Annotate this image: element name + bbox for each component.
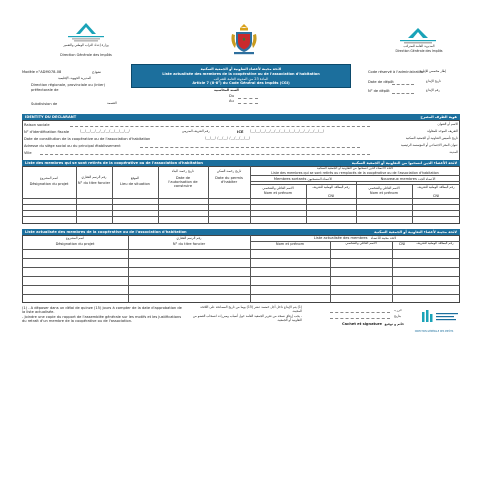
updated-cni: CNI — [398, 242, 406, 246]
section-updated-title: Liste actualisée des membres de la coopérative ou de l'association d'habitation — [25, 229, 187, 234]
period-to-label[interactable]: Au — [229, 99, 234, 103]
date-label-ar: بتاريخ — [394, 314, 402, 318]
updated-name: Nom et prénom — [275, 242, 305, 246]
col-project: Désignation du projet — [29, 182, 69, 186]
retired-name: Nom et prénom — [263, 191, 293, 195]
address-field[interactable] — [140, 147, 360, 148]
retired-cni-ar: رقم البطاقة الوطنية للتعريف — [312, 185, 350, 189]
footer-note-deadline: (1) - A déposer dans un délai de quinze (15) jours à compter de la date d'approbation de la liste actualisée. — [22, 306, 182, 315]
retired-members-label: Membres sortants الأعضاء المنسحبون — [273, 176, 333, 181]
deposit-date-ar: تاريخ الإيداع — [426, 79, 441, 83]
ice-label-ar: التعريف الموحد للمقاولة — [426, 129, 458, 133]
new-members-label: Nouveaux membres الأعضاء الجدد — [380, 176, 436, 181]
footer-logo-text: DIRECTION GÉNÉRALE DES IMPÔTS — [414, 330, 454, 333]
section-declarant-title-ar: هوية الطرف المصرح — [420, 114, 457, 119]
deposit-date-field[interactable] — [392, 84, 414, 85]
done-at-field[interactable] — [330, 312, 390, 313]
retired-cni: CNI — [327, 194, 335, 198]
form-title-box — [131, 64, 351, 88]
constitution-date-label-ar: تاريخ تأسيس التعاونية أو الجمعية السكنية — [405, 136, 458, 140]
stamp-signature-label: Cachet et signature خاتم و توقيع — [342, 322, 405, 326]
deposit-number-field[interactable] — [392, 93, 414, 94]
ministry-logo — [64, 22, 108, 44]
city-label: Ville — [24, 151, 32, 155]
replaced-group-ar: لائحة الأعضاء الذين انسحبوا من التعاونية أو الجمعية السكنية — [316, 165, 394, 170]
new-name: Nom et prénom — [369, 191, 399, 195]
footer-note-deadline-ar: (1) يتم الإيداع داخل أجل خمسة عشر (15) يوما من تاريخ المصادقة على اللائحة المحينة. — [200, 305, 302, 313]
col-occupancy-permit: Date du permis d'habiter — [215, 176, 243, 185]
deposit-number-label: N° de dépôt — [368, 89, 390, 93]
company-name-label-ar: الاسم أو العنوان — [437, 122, 458, 126]
direction-label: Direction régionale, provinciale ou (inter) — [31, 83, 106, 87]
right-org-title: Direction Générale des Impôts — [395, 48, 443, 53]
updated-col-project: Désignation du projet — [55, 242, 95, 246]
updated-name-ar: الاسم العائلي والشخصي — [345, 241, 377, 245]
col-title-deed-ar: رقم الرسم العقاري — [81, 175, 107, 179]
company-name-label: Raison sociale — [24, 123, 50, 127]
updated-col-title-deed-ar: رقم الرسم العقاري — [176, 236, 202, 240]
period-from-field[interactable] — [238, 98, 258, 99]
col-title-deed: N° du titre foncier — [77, 181, 111, 185]
title-ar: لائحة محينة لأعضاء التعاونية أو الجمعية السكنية — [200, 66, 282, 71]
col-occupancy-permit-ar: تاريخ رخصة السكن — [216, 169, 242, 173]
new-cni-ar: رقم البطاقة الوطنية للتعريف — [417, 185, 455, 189]
updated-cni-ar: رقم البطاقة الوطنية للتعريف — [416, 241, 454, 245]
city-field[interactable] — [40, 154, 370, 155]
col-location-ar: الموقع — [130, 176, 140, 180]
section-declarant-title: IDENTITY DU DECLARANT — [25, 114, 77, 119]
section-retired-title-ar: لائحة الأعضاء الذين انسحبوا من التعاونية أو الجمعية السكنية — [351, 160, 457, 165]
updated-col-project-ar: اسم المشروع — [66, 236, 84, 240]
footer-note-attachment: - Joindre une copie du rapport de l'assemblée générale sur les motifs et les justifications du retrait d'un membre de la coopérative ou de l'association. — [22, 315, 182, 324]
section-updated-title-ar: لائحة محينة لأعضاء التعاونية أو الجمعية السكنية — [374, 229, 457, 234]
admin-code-label: Code réservé à l'administration — [368, 70, 425, 74]
period-to-field[interactable] — [238, 103, 258, 104]
subdivision-ar: القسمة — [107, 101, 117, 105]
tax-id-field[interactable]: /__/__/__/__/__/__/__/__/__/__/ — [80, 129, 130, 133]
city-label-ar: المدينة — [449, 150, 458, 154]
updated-col-title-deed: N° du titre foncier — [172, 242, 206, 246]
footer-note-attachment-ar: - يجب إرفاق نسخة من تقرير الجمعية العامة حول أسباب ومبررات انسحاب العضو من التعاونية أو الجمعية. — [192, 314, 302, 322]
left-org-title: Direction Générale des Impôts — [60, 53, 112, 57]
right-org-ar: المديرية العامة للضرائب — [403, 44, 435, 48]
left-org-ar: وزارة إعداد التراب الوطني والتعمير — [63, 43, 109, 47]
footer-tax-logo — [420, 310, 460, 330]
new-name-ar: الاسم العائلي والشخصي — [368, 186, 400, 190]
address-label-ar: عنوان المقر الاجتماعي أو المؤسسة الرئيسية — [400, 143, 458, 147]
model-number: Modèle n°ADM078-08 — [22, 70, 62, 74]
address-label: Adresse du siège social ou du principal établissement — [24, 144, 121, 148]
col-build-permit-ar: تاريخ رخصة البناء — [172, 169, 194, 173]
tax-id-label: N° d'identification fiscale — [24, 130, 70, 134]
title-article-ar: المادة 23 من المدونة العامة للضرائب — [213, 76, 269, 81]
direction-label-2: préfectorale de — [31, 88, 59, 92]
title-article: Article 7 (II-8°) du Code Général des Impôts (CGI) — [192, 81, 290, 85]
col-location: Lieu de situation — [120, 182, 150, 186]
deposit-number-ar: رقم الإيداع — [426, 88, 440, 92]
constitution-date-field[interactable]: /__/__/ /__/__/ /__/__/__/__/ — [205, 136, 251, 140]
date-field[interactable] — [330, 318, 390, 319]
deposit-date-label: Date de dépôt — [368, 80, 394, 84]
period-from-label[interactable]: Du — [229, 94, 235, 98]
col-project-ar: اسم المشروع — [40, 176, 58, 180]
updated-members-group: Liste actualisée des membres لائحة محينة للأعضاء — [313, 236, 397, 240]
section-retired-title: Liste des membres qui se sont retirés de la coopérative ou de l'association d'habitation — [25, 160, 203, 165]
admin-code-ar: إطار مخصص للإدارة — [420, 69, 446, 73]
replaced-group: Liste des membres qui se sont retirés ou remplacés de la coopérative ou de l'association d'habitation — [271, 170, 439, 175]
tax-authority-logo — [398, 28, 438, 44]
done-at-label-ar: حرر بـ — [394, 308, 402, 312]
retired-name-ar: الاسم العائلي والشخصي — [262, 186, 294, 190]
ice-label: ICE — [237, 130, 244, 134]
model-number-ar: نموذج — [92, 70, 101, 74]
fiscal-year-ar: السنة المحاسبية — [214, 88, 239, 92]
coat-of-arms-emblem — [231, 24, 257, 56]
tax-id-label-ar: رقم التعريف الضريبي — [182, 129, 210, 133]
ice-field[interactable]: /__/__/__/__/__/__/__/__/__/__/__/__/__/__/__/ — [250, 129, 325, 133]
subdivision-label: Subdivision de — [31, 102, 58, 106]
constitution-date-label: Date de constitution de la coopérative ou de l'association d'habitation — [24, 137, 151, 141]
col-build-permit: Date de l'autorisation de construire — [168, 176, 198, 189]
direction-ar: المديرية الجهوية، الإقليمية — [58, 76, 92, 80]
new-cni: CNI — [432, 194, 440, 198]
company-name-field[interactable] — [70, 126, 370, 127]
title-fr: Liste actualisée des membres de la coopérative ou de l'association d'habitation — [162, 71, 320, 76]
